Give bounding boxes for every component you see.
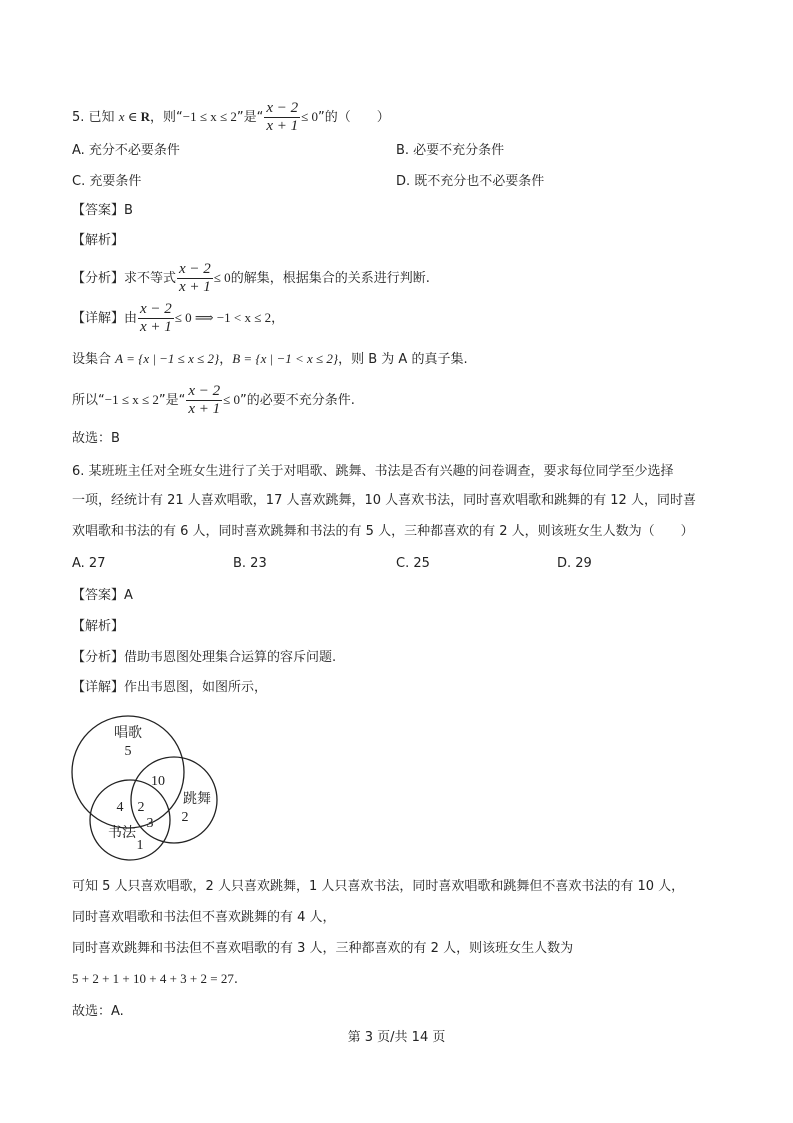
venn-sing-dance: 10 xyxy=(151,774,165,789)
venn-dance-label: 跳舞 xyxy=(183,792,211,807)
q6-option-b: B. 23 xyxy=(233,556,267,571)
venn-dance-only: 2 xyxy=(181,810,189,825)
venn-dance-calli: 3 xyxy=(146,816,154,831)
q5-choose: 故选：B xyxy=(72,431,120,446)
q5-cond-R: R xyxy=(140,109,150,124)
q5-so-ineq: −1 ≤ x ≤ 2 xyxy=(104,392,159,407)
q6-xiangjie: 【详解】作出韦恩图，如图所示， xyxy=(72,680,268,695)
q5-set-B: B = {x | −1 < x ≤ 2} xyxy=(232,351,339,366)
venn-calli-label: 书法 xyxy=(108,826,136,841)
q6-analysis-label: 【解析】 xyxy=(72,619,125,634)
q6-equation-end: . xyxy=(233,972,238,987)
q5-option-c: C. 充要条件 xyxy=(72,174,142,189)
q5-answer: 【答案】B xyxy=(72,203,133,218)
q5-fraction xyxy=(264,100,300,135)
q5-frac-den: x + 1 xyxy=(266,118,299,134)
venn-all-three: 2 xyxy=(137,800,145,815)
q5-option-a: A. 充分不必要条件 xyxy=(72,143,180,158)
q5-fenxi-suffix: 的解集，根据集合的关系进行判断. xyxy=(230,271,430,286)
venn-singing-label: 唱歌 xyxy=(114,726,142,741)
q5-so-rel: ≤ 0 xyxy=(223,392,241,407)
venn-sing-calli: 4 xyxy=(116,800,124,815)
q6-choose: 故选：A. xyxy=(72,1004,124,1019)
q5-so-mid: ”是“ xyxy=(158,393,186,408)
page-footer: 第 3 页/共 14 页 xyxy=(347,1030,446,1045)
q5-xiangjie-frac-num: x − 2 xyxy=(140,301,172,317)
q5-stem-mid1: ，则“ xyxy=(149,110,183,125)
q5-option-d: D. 既不充分也不必要条件 xyxy=(396,174,545,189)
q5-xiangjie-frac-den: x + 1 xyxy=(140,319,172,335)
q5-set-line xyxy=(72,350,468,369)
q5-fenxi-fraction xyxy=(177,261,213,296)
q6-equation: 5 + 2 + 1 + 10 + 4 + 3 + 2 = 27 xyxy=(72,971,234,986)
q6-line3: 欢唱歌和书法的有 6 人，同时喜欢跳舞和书法的有 5 人，三种都喜欢的有 2 人，则该班女生人数为（ ） xyxy=(72,524,694,539)
q5-set-sep: ， xyxy=(219,352,233,367)
q5-analysis-label: 【解析】 xyxy=(72,233,125,248)
q6-result1: 可知 5 人只喜欢唱歌，2 人只喜欢跳舞，1 人只喜欢书法，同时喜欢唱歌和跳舞但不喜欢书法的有 10 人， xyxy=(72,879,685,894)
q5-fenxi-frac-num: x − 2 xyxy=(179,261,211,277)
q5-fenxi-rel: ≤ 0 xyxy=(213,270,231,285)
q5-set-A: A = {x | −1 ≤ x ≤ 2} xyxy=(115,351,220,366)
q5-xiangjie-prefix: 【详解】由 xyxy=(72,311,138,326)
q5-set-end: ，则 B 为 A 的真子集. xyxy=(338,352,468,367)
q5-xiangjie-end: ， xyxy=(271,311,285,326)
q5-so-fraction xyxy=(186,383,222,418)
q6-option-d: D. 29 xyxy=(557,556,592,571)
q6-answer: 【答案】A xyxy=(72,588,133,603)
venn-singing-only: 5 xyxy=(124,744,132,759)
q5-cond-in: ∈ xyxy=(124,109,141,124)
q5-stem-end: ”的（ ） xyxy=(318,110,390,125)
q5-xiangjie xyxy=(72,298,284,339)
q6-result3: 同时喜欢跳舞和书法但不喜欢唱歌的有 3 人，三种都喜欢的有 2 人，则该班女生人数为 xyxy=(72,941,574,956)
q6-line1: 6. 某班班主任对全班女生进行了关于对唱歌、跳舞、书法是否有兴趣的问卷调查，要求每位同学至少选择 xyxy=(72,464,674,479)
q6-fenxi: 【分析】借助韦恩图处理集合运算的容斥问题. xyxy=(72,650,337,665)
q5-so xyxy=(72,380,355,421)
q6-equation-line xyxy=(72,970,238,989)
q5-frac-num: x − 2 xyxy=(266,100,299,116)
q5-stem-prefix: 5. 已知 xyxy=(72,110,115,125)
q5-xiangjie-rel: ≤ 0 ⟹ −1 < x ≤ 2 xyxy=(174,310,272,325)
q6-option-c: C. 25 xyxy=(396,556,430,571)
q5-option-b: B. 必要不充分条件 xyxy=(396,143,505,158)
q5-frac-rel: ≤ 0 xyxy=(301,109,318,124)
q6-line2: 一项，经统计有 21 人喜欢唱歌，17 人喜欢跳舞，10 人喜欢书法，同时喜欢唱歌和跳舞的有 12 人，同时喜 xyxy=(72,493,696,508)
venn-calli-only: 1 xyxy=(136,838,144,853)
q5-xiangjie-fraction xyxy=(138,301,174,336)
q5-so-frac-den: x + 1 xyxy=(188,401,221,417)
q5-cond-x: x xyxy=(118,109,125,124)
q5-fenxi-prefix: 【分析】求不等式 xyxy=(72,271,177,286)
q5-so-frac-num: x − 2 xyxy=(188,383,221,399)
q5-fenxi xyxy=(72,258,430,299)
q5-stem-mid2: ”是“ xyxy=(236,110,264,125)
q6-option-a: A. 27 xyxy=(72,556,106,571)
q6-result2: 同时喜欢唱歌和书法但不喜欢跳舞的有 4 人， xyxy=(72,910,336,925)
q5-ineq1: −1 ≤ x ≤ 2 xyxy=(182,109,237,124)
q5-fenxi-frac-den: x + 1 xyxy=(179,279,211,295)
q5-set-prefix: 设集合 xyxy=(72,352,116,367)
venn-diagram xyxy=(70,710,230,865)
q5-so-prefix: 所以“ xyxy=(72,393,105,408)
q5-stem xyxy=(72,100,390,135)
q5-so-end: ”的必要不充分条件. xyxy=(240,393,355,408)
